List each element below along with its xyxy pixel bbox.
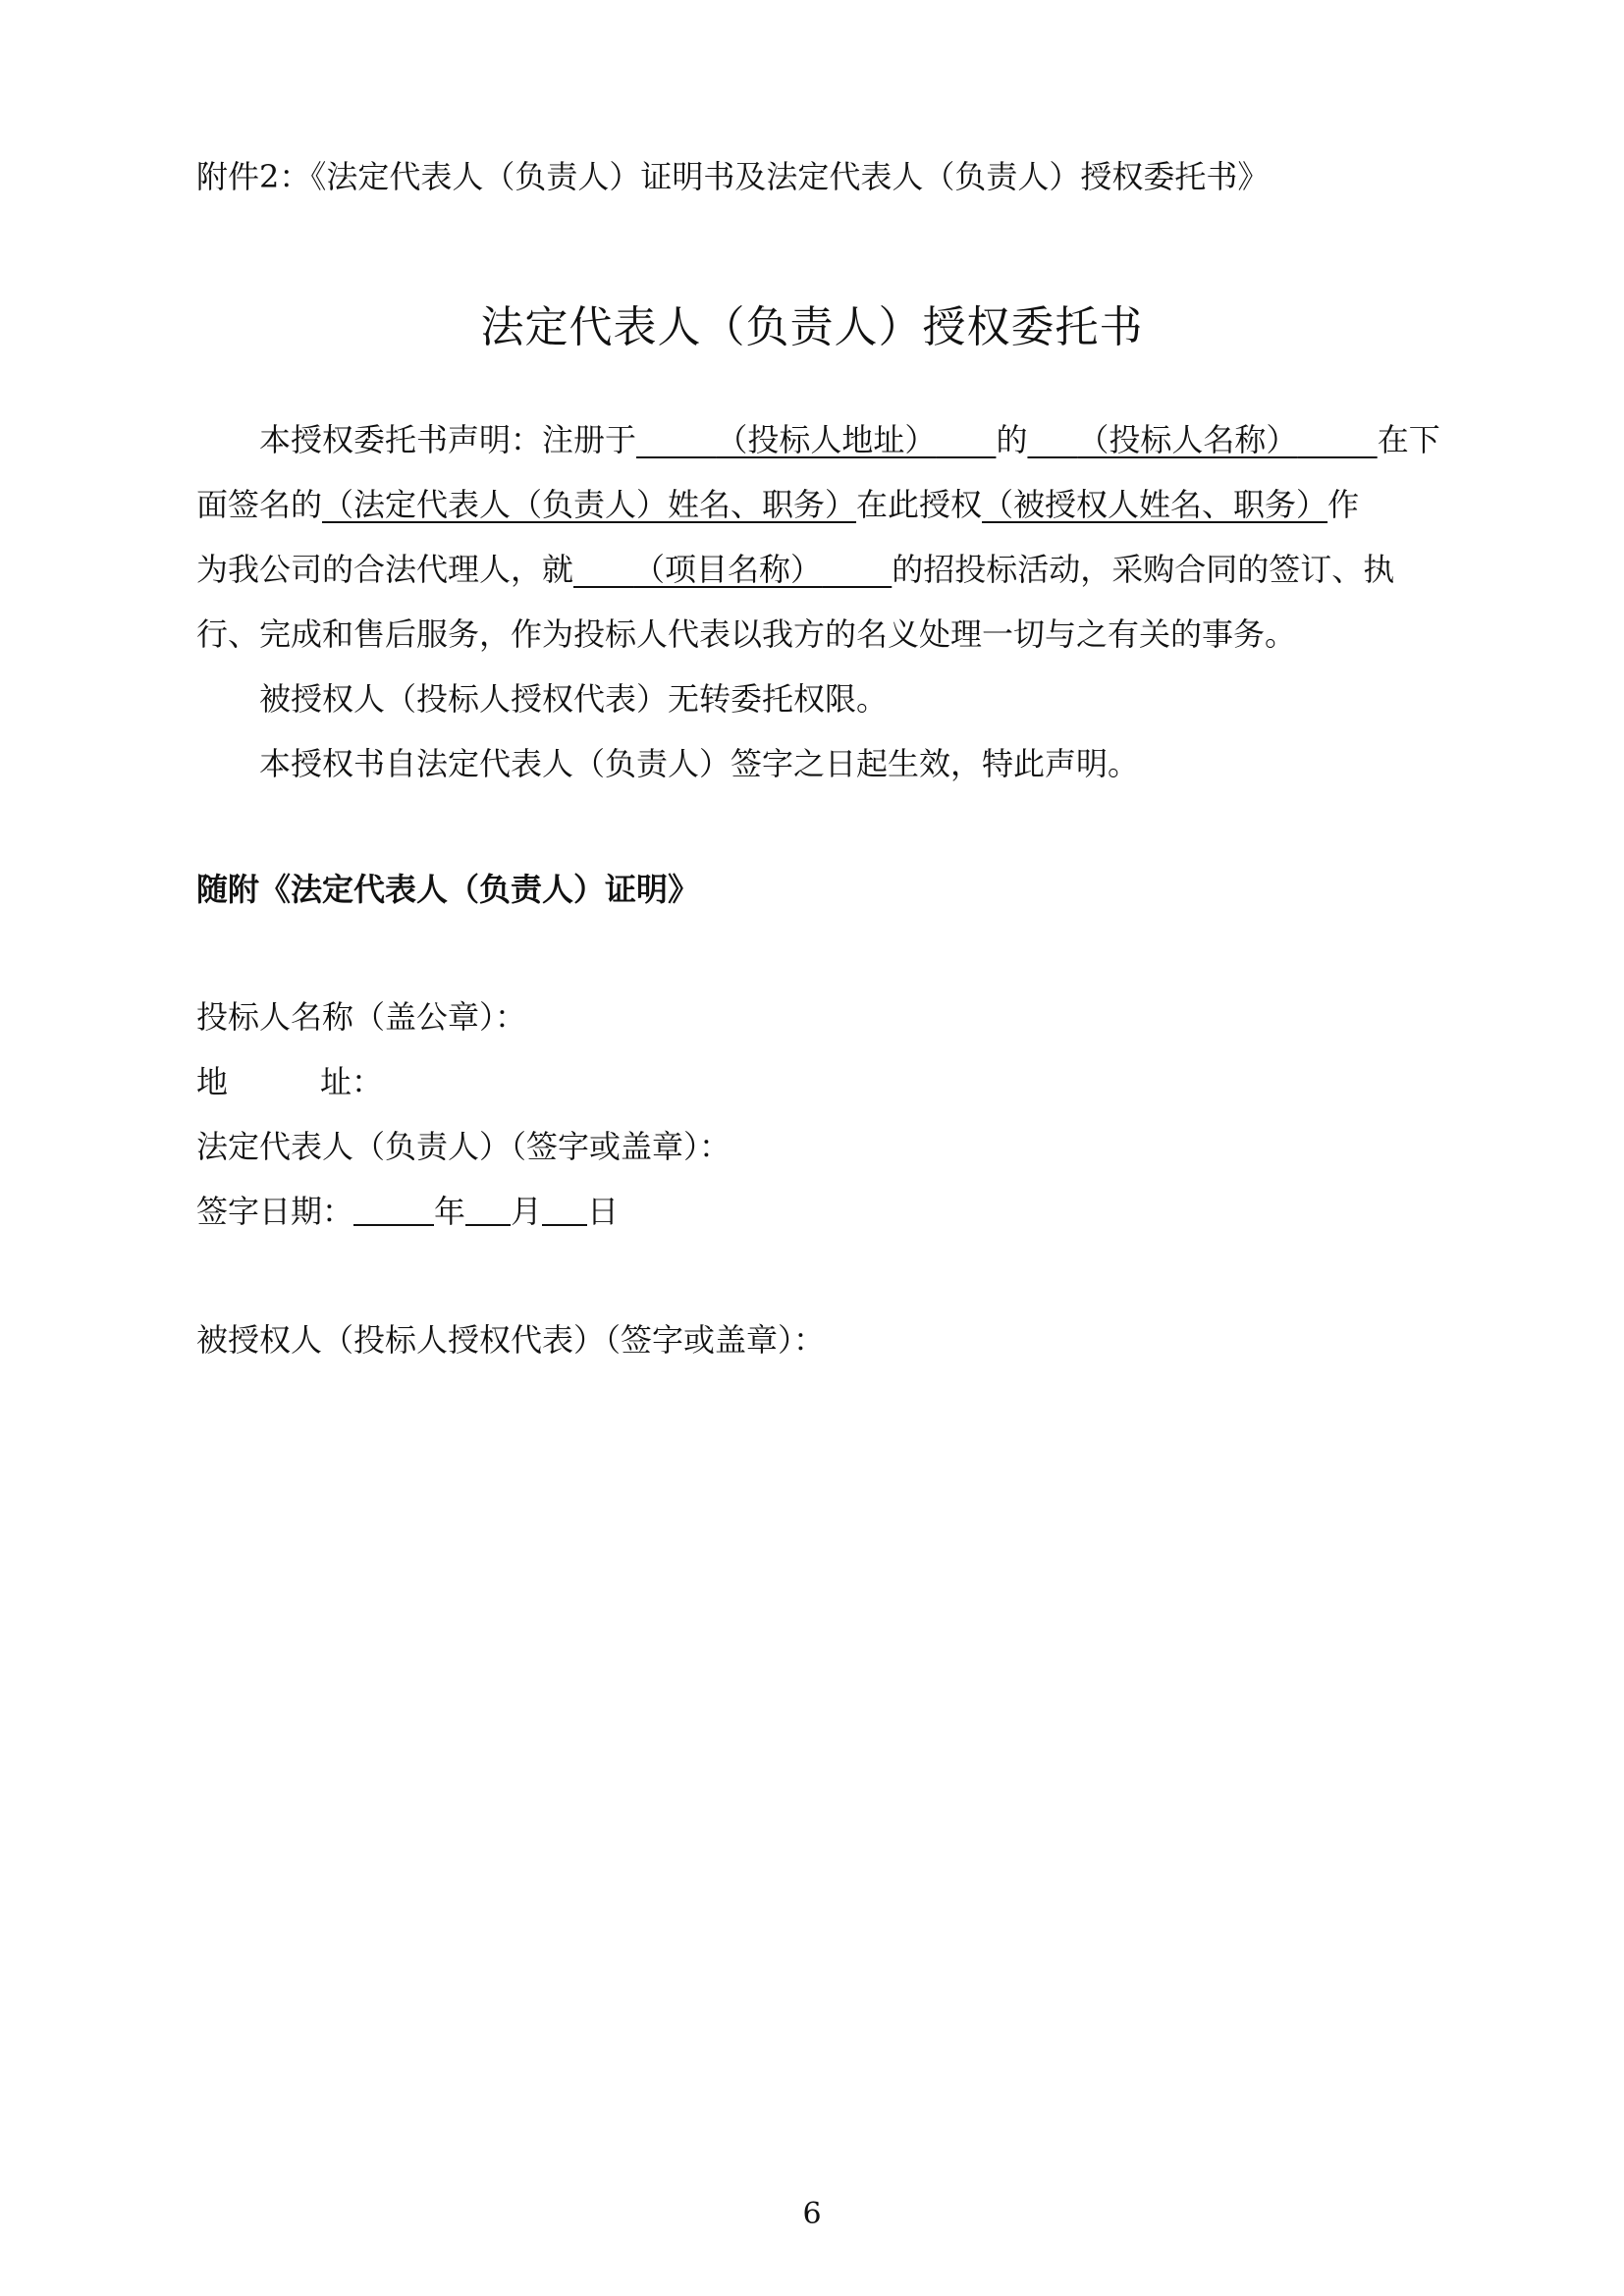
address-field — [196, 1062, 383, 1101]
text: 签字日期： — [196, 1193, 354, 1230]
text: 为我公司的合法代理人，就 — [196, 551, 574, 588]
text: 在此授权 — [856, 486, 983, 523]
para3: 本授权书自法定代表人（负责人）签字之日起生效，特此声明。 — [259, 745, 1140, 782]
para1-line2 — [196, 485, 1359, 524]
text: 的招投标活动，采购合同的签订、执 — [892, 551, 1395, 588]
para1-line1 — [259, 420, 1440, 459]
para2: 被授权人（投标人授权代表）无转委托权限。 — [259, 680, 889, 718]
text: 日 — [587, 1193, 620, 1230]
attachment-note: 随附《法定代表人（负责人）证明》 — [196, 871, 700, 908]
authorized-signature-field: 被授权人（投标人授权代表）（签字或盖章）： — [196, 1321, 826, 1359]
legal-rep-signature-field: 法定代表人（负责人）（签字或盖章）： — [196, 1128, 731, 1165]
text: 年 — [434, 1193, 466, 1230]
para1-line4: 行、完成和售后服务，作为投标人代表以我方的名义处理一切与之有关的事务。 — [196, 615, 1297, 653]
legal-rep-placeholder: （法定代表人（负责人）姓名、职务） — [322, 486, 857, 523]
day-blank — [542, 1195, 587, 1226]
project-name-placeholder: （项目名称） — [633, 551, 823, 588]
text: 地 — [196, 1063, 229, 1100]
year-blank — [353, 1195, 434, 1226]
agent-placeholder: （被授权人姓名、职务） — [982, 486, 1328, 523]
page-number: 6 — [802, 2197, 822, 2231]
bidder-name-placeholder: （投标人名称） — [1077, 421, 1298, 458]
text: 作 — [1327, 486, 1360, 523]
text: 的 — [996, 421, 1028, 458]
para1-line3 — [196, 550, 1394, 589]
month-blank — [465, 1195, 511, 1226]
text: 面签名的 — [196, 486, 323, 523]
bidder-name-field: 投标人名称（盖公章）： — [196, 998, 527, 1036]
text: 址： — [320, 1063, 384, 1100]
text: 在下 — [1377, 421, 1440, 458]
attachment-header: 附件2：《法定代表人（负责人）证明书及法定代表人（负责人）授权委托书》 — [196, 158, 1270, 195]
bidder-address-placeholder: （投标人地址） — [716, 421, 937, 458]
signature-date-field — [196, 1192, 619, 1231]
text: 本授权委托书声明：注册于 — [259, 421, 637, 458]
page-title: 法定代表人（负责人）授权委托书 — [480, 302, 1144, 352]
text: 月 — [511, 1193, 543, 1230]
